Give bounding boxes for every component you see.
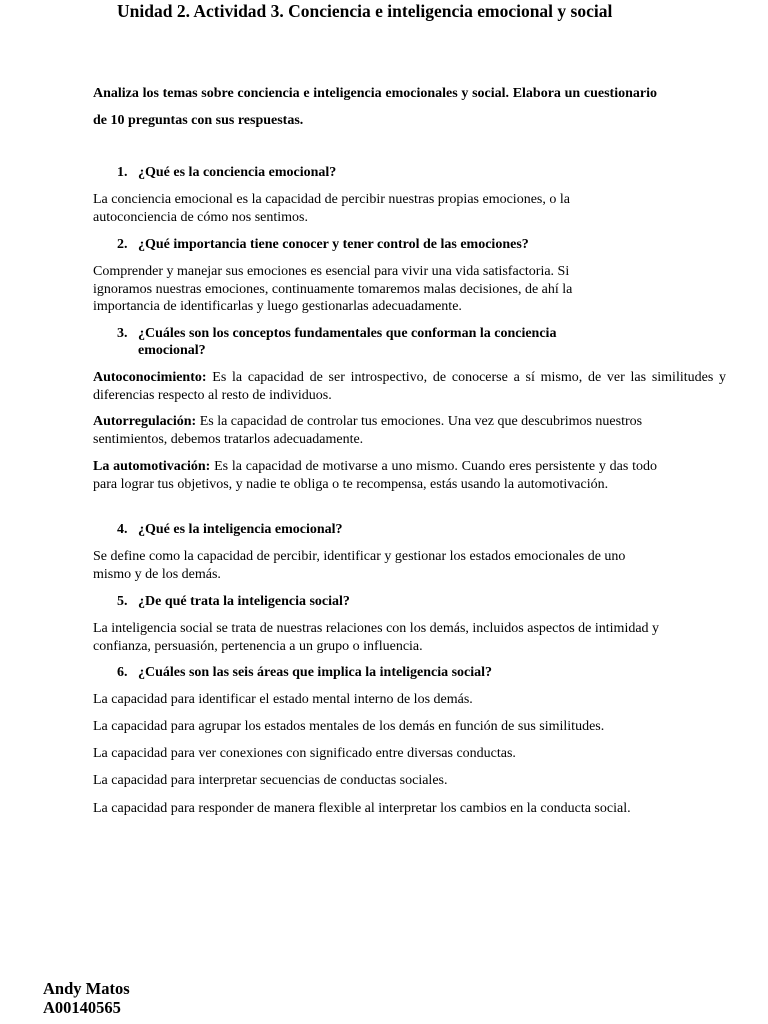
question-text-line-2: emocional? <box>138 343 206 358</box>
question-text: ¿De qué trata la inteligencia social? <box>138 594 350 609</box>
social-area-3: La capacidad para ver conexiones con significado entre diversas conductas. <box>93 746 516 761</box>
concept-definition: Es la capacidad de ser introspectivo, de conocerse a sí mismo, de ver las similitudes y diferencias respecto al resto de individuos. <box>93 370 727 403</box>
question-text: ¿Qué es la inteligencia emocional? <box>138 522 343 537</box>
concept-term: La automotivación: <box>93 459 211 474</box>
author-name: Andy Matos <box>43 979 130 998</box>
answer-4: Se define como la capacidad de percibir, identificar y gestionar los estados emocionales de uno mismo y de los demás. <box>93 549 626 582</box>
question-text-line-1: ¿Cuáles son los conceptos fundamentales que conforman la conciencia <box>138 326 557 341</box>
concept-term: Autorregulación: <box>93 414 197 429</box>
instructions-paragraph: Analiza los temas sobre conciencia e inteligencia emocionales y social. Elabora un cuestionario de 10 preguntas con sus respuestas. <box>93 86 657 128</box>
concept-autoconocimiento <box>93 369 726 404</box>
answer-5: La inteligencia social se trata de nuestras relaciones con los demás, incluidos aspectos de intimidad y confianza, persuasión, pertenencia a un grupo o influencia. <box>93 621 660 654</box>
concept-autorregulacion <box>93 413 657 448</box>
social-area-2: La capacidad para agrupar los estados mentales de los demás en función de sus similitudes. <box>93 719 605 734</box>
question-number: 2. <box>117 237 128 252</box>
question-5-heading <box>117 593 350 610</box>
question-number: 6. <box>117 665 128 680</box>
concept-term: Autoconocimiento: <box>93 370 207 385</box>
question-number: 4. <box>117 522 128 537</box>
question-2-heading <box>117 236 529 253</box>
question-text: ¿Qué importancia tiene conocer y tener control de las emociones? <box>138 237 529 252</box>
question-text: ¿Cuáles son las seis áreas que implica la inteligencia social? <box>138 665 493 680</box>
question-number: 1. <box>117 165 128 180</box>
question-6-heading <box>117 664 492 681</box>
concept-definition: Es la capacidad de controlar tus emociones. Una vez que descubrimos nuestros sentimientos, debemos tratarlos adecuadamente. <box>93 414 643 447</box>
social-area-5: La capacidad para responder de manera flexible al interpretar los cambios en la conducta social. <box>93 801 631 816</box>
question-3-heading <box>117 325 556 359</box>
concept-automotivacion <box>93 458 657 493</box>
question-4-heading <box>117 521 343 538</box>
document-title: Unidad 2. Actividad 3. Conciencia e inteligencia emocional y social <box>117 1 613 21</box>
answer-1: La conciencia emocional es la capacidad de percibir nuestras propias emociones, o la autoconciencia de cómo nos sentimos. <box>93 192 570 225</box>
author-id: A00140565 <box>43 998 121 1017</box>
question-number: 3. <box>117 326 128 341</box>
author-signature <box>43 979 130 1017</box>
social-area-4: La capacidad para interpretar secuencias de conductas sociales. <box>93 773 448 788</box>
question-1-heading <box>117 164 336 181</box>
question-number: 5. <box>117 594 128 609</box>
question-text: ¿Qué es la conciencia emocional? <box>138 165 337 180</box>
answer-2: Comprender y manejar sus emociones es esencial para vivir una vida satisfactoria. Si ignoramos nuestras emociones, continuamente tomaremos malas decisiones, de ahí la importancia de identificarlas y luego gestionarlas adecuadamente. <box>93 264 573 314</box>
social-area-1: La capacidad para identificar el estado mental interno de los demás. <box>93 692 473 707</box>
concept-definition: Es la capacidad de motivarse a uno mismo. Cuando eres persistente y das todo para lograr tus objetivos, y nadie te obliga o te recompensa, estás usando la automotivación. <box>93 459 657 492</box>
